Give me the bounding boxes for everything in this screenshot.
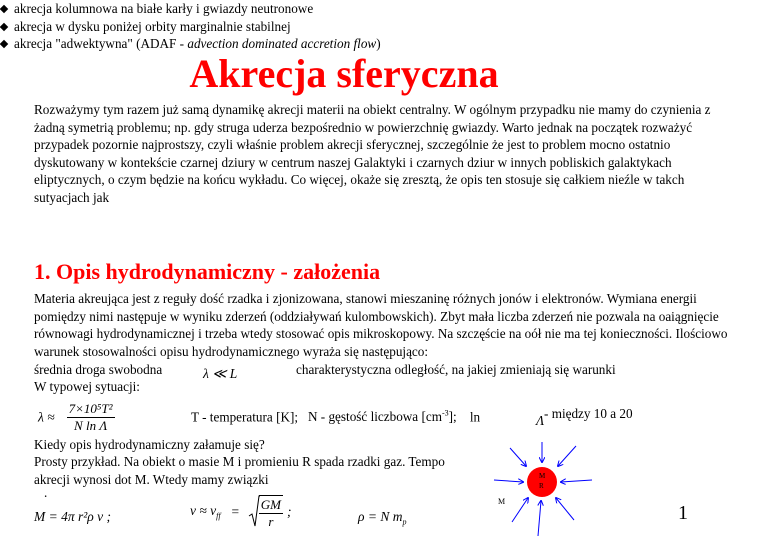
list-item: akrecja w dysku poniżej orbity marginalnie stabilnej — [0, 18, 700, 36]
diamond-bullet-icon — [0, 40, 8, 48]
section-heading: 1. Opis hydrodynamiczny - założenia — [34, 259, 381, 284]
typical-label: W typowej sytuacji: — [34, 379, 140, 394]
list-item: akrecja kolumnowa na białe karły i gwiazdy neutronowe — [0, 0, 700, 18]
lambda-formula — [38, 401, 115, 434]
legend-ln: ln — [469, 409, 481, 425]
section-paragraph: Materia akreująca jest z reguły dość rzadka i zjonizowana, stanowi mieszaninę różnych jonów i elektronów. Wymiana energii pomiędzy nimi następuje w wyniku zderzeń (oddziaływań kulombowskich). Zbyt mała liczba zderzeń nie pozwala na oaiągnięcie równowagi hydrodynamicznej i trzeba wtedy stosować opis mikroskopowy. Na szczęście na oół nie ma tej konieczności. Ilościowo warunek stosowalności opisu hydrodynamicznego wyraża się następująco: — [34, 291, 728, 359]
velocity-fraction — [259, 495, 283, 530]
mfp-label: średnia droga swobodna — [34, 362, 163, 377]
velocity-numerator: GM — [260, 496, 281, 512]
page-title: Akrecja sferyczna — [189, 51, 499, 96]
diamond-bullet-icon — [0, 22, 8, 30]
legend-temperature: T - temperatura [K]; — [191, 409, 299, 425]
condition-formula: λ ≪ L — [203, 366, 238, 381]
arrow-icon — [561, 480, 592, 482]
velocity-lhs: $v \approx v_{ff}$ — [190, 503, 221, 521]
star-radius-label: R — [539, 482, 544, 490]
velocity-denominator: r — [268, 513, 274, 529]
diamond-bullet-icon — [0, 5, 8, 13]
lambda-numerator: 7×10⁵T² — [68, 401, 113, 416]
breakdown-question: Kiedy opis hydrodynamiczny załamuje się? — [34, 437, 265, 452]
lambda-lhs: λ ≈ — [38, 409, 55, 425]
arrow-icon — [556, 498, 574, 520]
lambda-fraction — [67, 401, 115, 434]
page-number: 1 — [678, 502, 688, 524]
arrow-icon — [494, 480, 523, 482]
legend-line — [191, 405, 480, 426]
equation-density: ρ = N $m_p$ — [358, 509, 407, 527]
legend-range: - między 10 a 20 — [544, 406, 633, 421]
breakdown-text: Prosty przykład. Na obiekt o masie M i promieniu R spada rzadki gaz. Tempo akrecji wynosi dot M. Wtedy mamy związki — [34, 454, 445, 487]
scale-length-description: charakterystyczna odległość, na jakiej zmieniają się warunki — [296, 362, 616, 377]
equation-velocity — [190, 494, 291, 530]
spherical-accretion-diagram — [488, 436, 598, 540]
arrow-icon — [558, 446, 576, 466]
star-mass-label: M — [539, 472, 546, 480]
bullet-list — [0, 0, 700, 53]
arrow-icon — [538, 501, 541, 536]
velocity-semicolon: ; — [286, 504, 292, 519]
intro-paragraph: Rozważymy tym razem już samą dynamikę akrecji materii na obiekt centralny. W ogólnym przypadku nie mamy do czynienia z żadną symetrią problemu; np. gdy struga uderza bezpośrednio w powierzchnię gwiazdy. Warto jednak na początek rozważyć przypadek pozornie najprostszy, czyli właśnie problem akrecji sferycznej, szczególnie że jest to problem mocno ostatnio dyskutowany w kontekście czarnej dziury w centrum naszej Galaktyki i czarnych dziur w innych pobliskich galaktykach eliptycznych, o czym będzie na końcu wykładu. Co więcej, okaże się zresztą, że opis ten stosuje się całkiem nieźle w takch sutyacjach jak — [34, 102, 711, 205]
lambda-denominator: N ln Λ — [74, 418, 108, 433]
legend-density: N - gęstość liczbowa $[cm^{-3}]$; — [307, 409, 457, 425]
dot-accent: . — [44, 485, 48, 500]
list-item: akrecja "adwektywna" (ADAF - advection dominated accretion flow) — [0, 35, 700, 53]
side-mass-label: M — [498, 497, 506, 506]
legend-lambda: Λ — [536, 413, 545, 428]
arrow-icon — [512, 498, 528, 522]
equation-mdot: M = 4π r²ρ v ; — [34, 509, 112, 524]
velocity-equals: = — [230, 504, 240, 519]
arrow-icon — [510, 448, 526, 466]
